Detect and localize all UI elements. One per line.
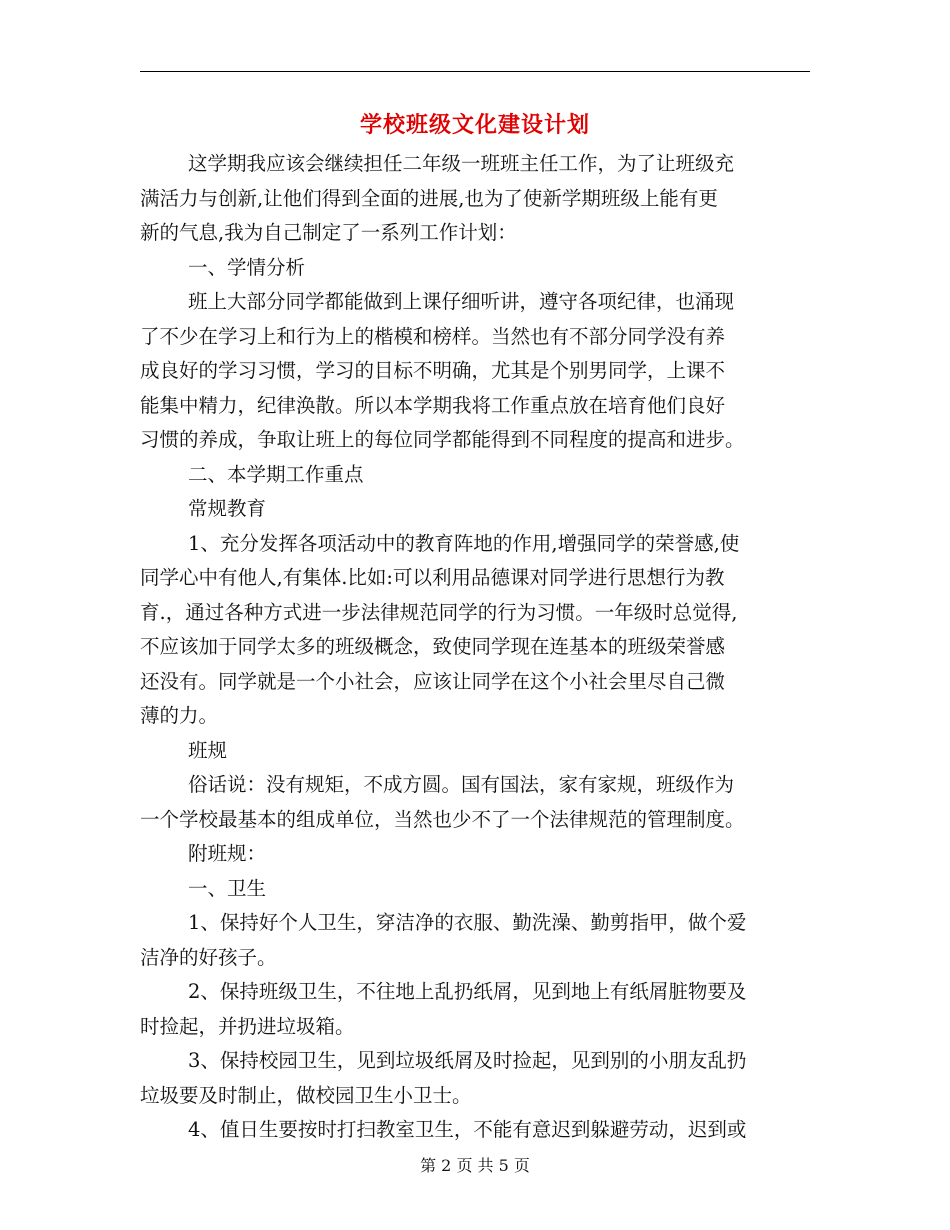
paragraph-line: 班规 [188,738,228,762]
paragraph-line: 这学期我应该会继续担任二年级一班班主任工作，为了让班级充 [188,152,735,175]
document-body [140,147,810,1148]
paragraph-line: 育.，通过各种方式进一步法律规范同学的行为习惯。一年级时总觉得, [140,600,738,624]
paragraph-line: 了不少在学习上和行为上的楷模和榜样。当然也有不部分同学没有养 [140,324,726,348]
paragraph-line: 不应该加于同学太多的班级概念，致使同学现在连基本的班级荣誉感 [140,635,726,658]
document-title: 学校班级文化建设计划 [359,112,590,138]
page-number: 第 2 页 共 5 页 [420,1156,530,1175]
paragraph-line: 附班规： [188,842,267,865]
paragraph-line: 1、保持好个人卫生，穿洁净的衣服、勤洗澡、勤剪指甲，做个爱 [188,911,747,934]
paragraph-line: 薄的力。 [140,704,219,727]
paragraph-line: 还没有。同学就是一个小社会，应该让同学在这个小社会里尽自己微 [140,669,726,693]
paragraph-line: 3、保持校园卫生，见到垃圾纸屑及时捡起，见到别的小朋友乱扔 [188,1049,747,1072]
paragraph-line: 班上大部分同学都能做到上课仔细听讲，遵守各项纪律，也涌现 [188,290,735,313]
paragraph-line: 一、卫生 [188,876,267,900]
paragraph-line: 同学心中有他人,有集体.比如:可以利用品德课对同学进行思想行为教 [140,566,725,589]
paragraph-line: 洁净的好孩子。 [140,945,277,969]
paragraph-line: 1、充分发挥各项活动中的教育阵地的作用,增强同学的荣誉感,使 [188,531,740,555]
paragraph-line: 俗话说：没有规矩，不成方圆。国有国法，家有家规，班级作为 [188,773,735,796]
paragraph-line: 垃圾要及时制止，做校园卫生小卫士。 [140,1083,472,1107]
paragraph-line: 新的气息,我为自己制定了一系列工作计划： [140,221,517,244]
paragraph-line: 二、本学期工作重点 [188,462,364,486]
paragraph-line: 常规教育 [188,497,267,520]
header-rule [140,71,810,72]
paragraph-line: 成良好的学习习惯，学习的目标不明确，尤其是个别男同学，上课不 [140,359,726,382]
paragraph-line: 一个学校最基本的组成单位，当然也少不了一个法律规范的管理制度。 [140,807,745,831]
paragraph-line: 2、保持班级卫生，不往地上乱扔纸屑，见到地上有纸屑脏物要及 [188,980,747,1003]
paragraph-line: 一、学情分析 [188,255,306,279]
paragraph-line: 4、值日生要按时打扫教室卫生，不能有意迟到躲避劳动，迟到或 [188,1118,747,1141]
paragraph-line: 习惯的养成，争取让班上的每位同学都能得到不同程度的提高和进步。 [140,428,745,451]
paragraph-line: 能集中精力，纪律涣散。所以本学期我将工作重点放在培育他们良好 [140,393,726,417]
paragraph-line: 满活力与创新,让他们得到全面的进展,也为了使新学期班级上能有更 [140,186,718,210]
paragraph-line: 时捡起，并扔进垃圾箱。 [140,1014,355,1038]
